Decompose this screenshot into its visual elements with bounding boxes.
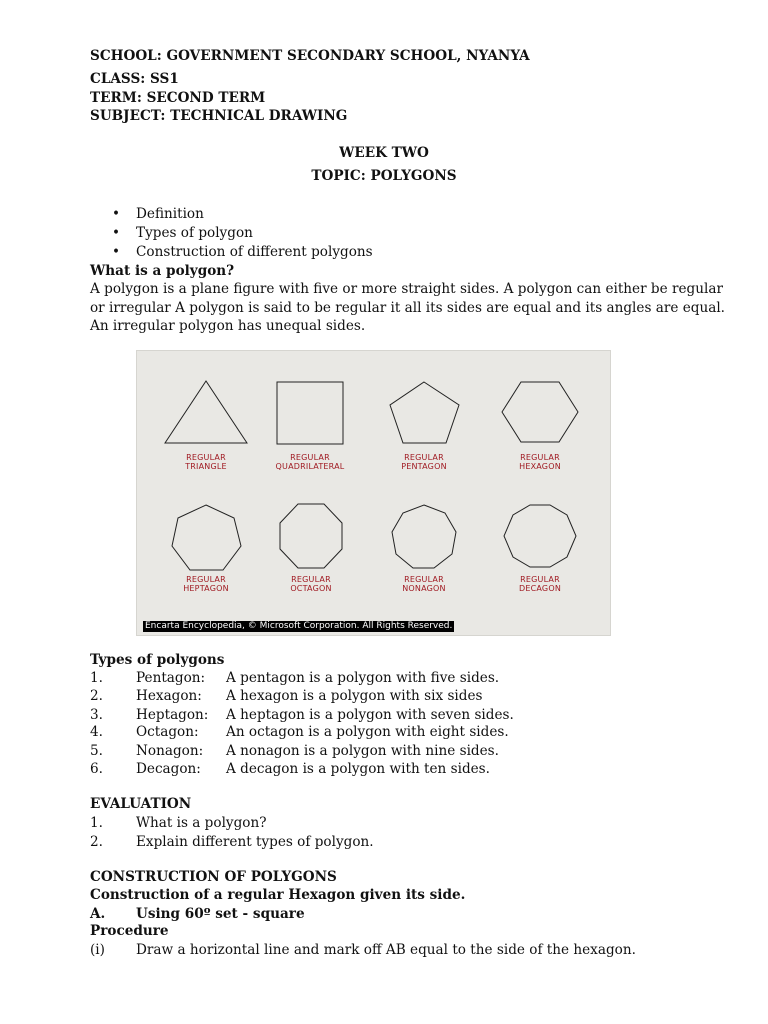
step-number: (i) — [90, 942, 105, 958]
type-name: Octagon: — [136, 724, 199, 740]
subject-line: SUBJECT: TECHNICAL DRAWING — [90, 108, 348, 124]
list-item: Definition — [136, 206, 204, 222]
definition-line: A polygon is a plane figure with five or more straight sides. A polygon can either be regular — [90, 281, 723, 297]
term-line: TERM: SECOND TERM — [90, 90, 266, 106]
definition-line: An irregular polygon has unequal sides. — [90, 318, 366, 334]
figure-label: REGULAR NONAGON — [402, 575, 446, 593]
type-definition: A pentagon is a polygon with five sides. — [226, 670, 500, 686]
type-name: Heptagon: — [136, 707, 209, 723]
construction-subheading: Construction of a regular Hexagon given its side. — [90, 887, 466, 903]
square-shape — [277, 382, 343, 444]
list-number: 3. — [90, 707, 103, 723]
type-definition: A heptagon is a polygon with seven sides. — [226, 707, 514, 723]
list-number: 5. — [90, 743, 103, 759]
class-line: CLASS: SS1 — [90, 71, 179, 87]
week-title: WEEK TWO — [339, 145, 429, 161]
type-name: Decagon: — [136, 761, 201, 777]
figure-label: REGULAR DECAGON — [518, 575, 561, 593]
list-number: 2. — [90, 834, 103, 850]
hexagon-shape — [502, 382, 578, 442]
step-text: Draw a horizontal line and mark off AB equal to the side of the hexagon. — [136, 942, 636, 958]
what-heading: What is a polygon? — [90, 263, 235, 279]
type-definition: A nonagon is a polygon with nine sides. — [226, 743, 499, 759]
decagon-shape — [504, 505, 576, 567]
figure-label: REGULAR TRIANGLE — [185, 453, 227, 471]
octagon-shape — [280, 504, 342, 568]
figure-label: REGULAR HEXAGON — [519, 453, 561, 471]
definition-line: or irregular A polygon is said to be regular it all its sides are equal and its angles are equal. — [90, 300, 725, 316]
evaluation-heading: EVALUATION — [90, 796, 192, 812]
list-item: Types of polygon — [136, 225, 253, 241]
list-item: Construction of different polygons — [136, 244, 373, 260]
figure-label: REGULAR QUADRILATERAL — [275, 453, 345, 471]
method-title: Using 60º set - square — [136, 906, 305, 922]
list-number: 1. — [90, 815, 103, 831]
method-letter: A. — [90, 906, 106, 922]
type-definition: An octagon is a polygon with eight sides. — [226, 724, 509, 740]
figure-credit: Encarta Encyclopedia, © Microsoft Corporation. All Rights Reserved. — [145, 621, 453, 631]
list-number: 1. — [90, 670, 103, 686]
evaluation-question: Explain different types of polygon. — [136, 834, 374, 850]
pentagon-shape — [390, 382, 459, 443]
construction-heading: CONSTRUCTION OF POLYGONS — [90, 869, 337, 885]
type-name: Pentagon: — [136, 670, 206, 686]
procedure-heading: Procedure — [90, 923, 169, 939]
bullet-marker: • — [112, 244, 121, 260]
heptagon-shape — [172, 505, 241, 570]
list-number: 4. — [90, 724, 103, 740]
list-number: 2. — [90, 688, 103, 704]
school-line: SCHOOL: GOVERNMENT SECONDARY SCHOOL, NYANYA — [90, 48, 530, 64]
type-name: Hexagon: — [136, 688, 202, 704]
type-name: Nonagon: — [136, 743, 204, 759]
figure-label: REGULAR PENTAGON — [401, 453, 447, 471]
bullet-marker: • — [112, 225, 121, 241]
figure-label: REGULAR OCTAGON — [290, 575, 332, 593]
type-definition: A hexagon is a polygon with six sides — [226, 688, 483, 704]
nonagon-shape — [392, 505, 456, 568]
figure-label: REGULAR HEPTAGON — [183, 575, 229, 593]
type-definition: A decagon is a polygon with ten sides. — [226, 761, 490, 777]
list-number: 6. — [90, 761, 103, 777]
topic-title: TOPIC: POLYGONS — [311, 168, 457, 184]
triangle-shape — [165, 381, 247, 443]
polygons-figure — [136, 350, 611, 636]
bullet-marker: • — [112, 206, 121, 222]
types-heading: Types of polygons — [90, 652, 225, 668]
evaluation-question: What is a polygon? — [136, 815, 267, 831]
